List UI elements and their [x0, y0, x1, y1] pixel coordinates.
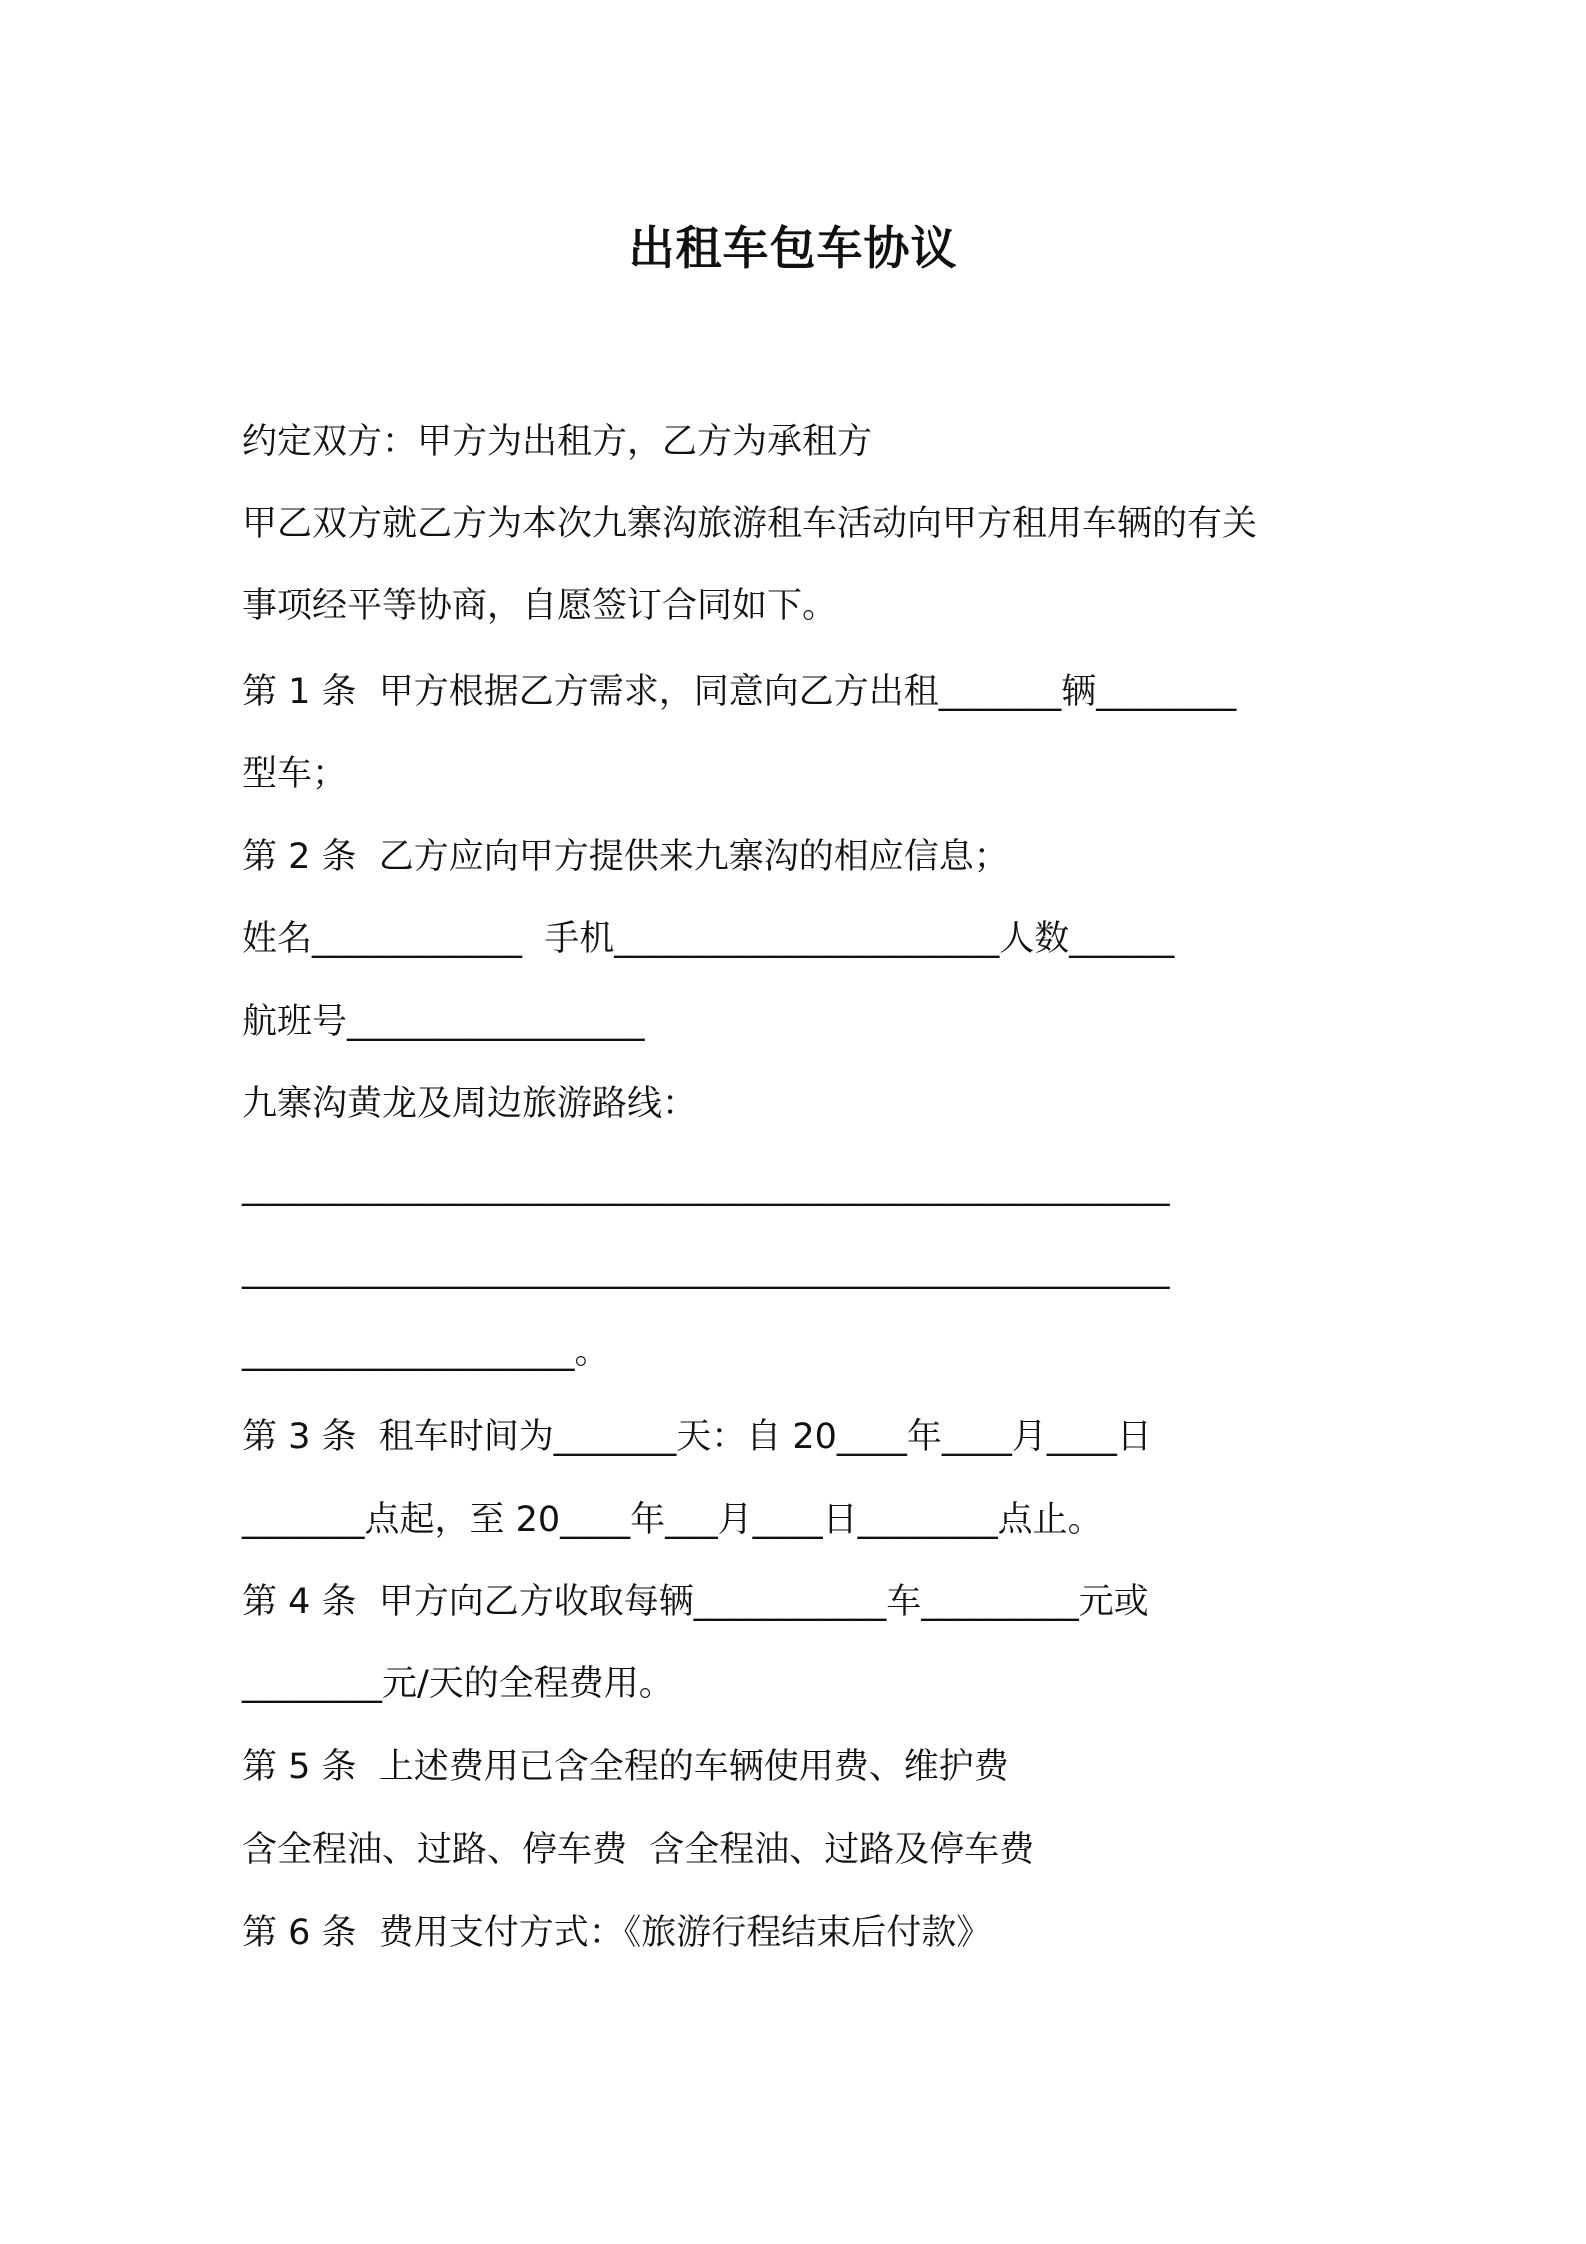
intro-line-1: 甲乙双方就乙方为本次九寨沟旅游租车活动向甲方租用车辆的有关	[242, 504, 1258, 544]
article-3-line-2: _______点起，至 20____年___月____日________点止。	[242, 1500, 1103, 1540]
article-5-line-2: 含全程油、过路、停车费 含全程油、过路及停车费	[242, 1830, 1035, 1870]
parties-line: 约定双方：甲方为出租方，乙方为承租方	[242, 422, 873, 462]
intro-line-2: 事项经平等协商，自愿签订合同如下。	[242, 586, 838, 626]
contact-info-line: 姓名____________ 手机______________________人数______	[242, 919, 1175, 959]
article-2-line: 第 2 条 乙方应向甲方提供来九寨沟的相应信息；	[242, 837, 1009, 877]
article-4-line-2: ________元/天的全程费用。	[242, 1664, 674, 1704]
article-5-line-1: 第 5 条 上述费用已含全程的车辆使用费、维护费	[242, 1747, 1009, 1787]
article-3-line-1: 第 3 条 租车时间为_______天：自 20____年____月____日	[242, 1417, 1152, 1457]
route-label-line: 九寨沟黄龙及周边旅游路线：	[242, 1084, 698, 1124]
route-blank-line-1: _____________________________________________________	[242, 1167, 1170, 1207]
article-1-line-1: 第 1 条 甲方根据乙方需求，同意向乙方出租_______辆________	[242, 672, 1237, 712]
article-6-line: 第 6 条 费用支付方式：《旅游行程结束后付款》	[242, 1913, 992, 1953]
document-title: 出租车包车协议	[628, 221, 958, 275]
article-1-line-2: 型车；	[242, 754, 348, 794]
route-blank-line-2: _____________________________________________________	[242, 1250, 1170, 1290]
article-4-line-1: 第 4 条 甲方向乙方收取每辆___________车_________元或	[242, 1582, 1149, 1622]
route-blank-line-3: ___________________。	[242, 1332, 610, 1372]
flight-number-line: 航班号_________________	[242, 1002, 645, 1042]
